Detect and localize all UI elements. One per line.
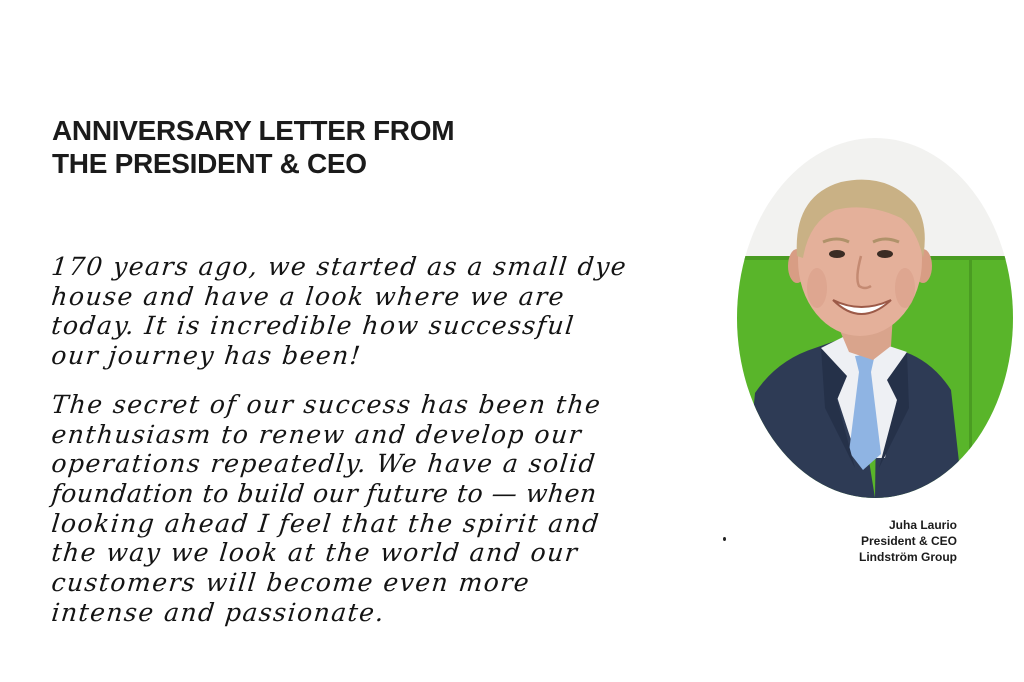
ceo-portrait-photo [737, 138, 1013, 498]
letter-line: looking ahead I feel that the spirit and [50, 508, 602, 538]
letter-line: The secret of our success has been the [50, 390, 604, 419]
page-title [52, 114, 454, 180]
eye [877, 250, 893, 258]
letter-line: operations repeatedly. We have a solid [50, 449, 598, 479]
letter-paragraph-2 [50, 390, 626, 628]
eye [829, 250, 845, 258]
letter-line: enthusiasm to renew and develop our [50, 419, 584, 449]
signature-caption [859, 517, 957, 565]
letter-line: our journey has been! [50, 340, 364, 370]
letter-line: house and have a look where we are [50, 281, 567, 311]
letter-line: customers will become even more [50, 568, 532, 598]
ceo-name: Juha Laurio [888, 518, 957, 532]
cheek-shadow [807, 268, 827, 308]
handwritten-letter [50, 252, 629, 628]
cheek-shadow [895, 268, 915, 308]
sofa-seam [969, 256, 972, 498]
title-line-1: ANNIVERSARY LETTER FROM [52, 115, 455, 146]
company-name: Lindström Group [859, 550, 957, 564]
ceo-role: President & CEO [860, 534, 957, 548]
title-line-2: THE PRESIDENT & CEO [52, 148, 367, 179]
letter-line: today. It is incredible how successful [50, 311, 577, 340]
letter-line: 170 years ago, we started as a small dye [50, 252, 629, 281]
letter-line: the way we look at the world and our [50, 538, 580, 568]
letter-paragraph-1 [50, 252, 629, 370]
letter-line: foundation to build our future to — when [50, 479, 599, 509]
letter-line: intense and passionate. [50, 597, 387, 627]
ink-dot [723, 537, 726, 541]
